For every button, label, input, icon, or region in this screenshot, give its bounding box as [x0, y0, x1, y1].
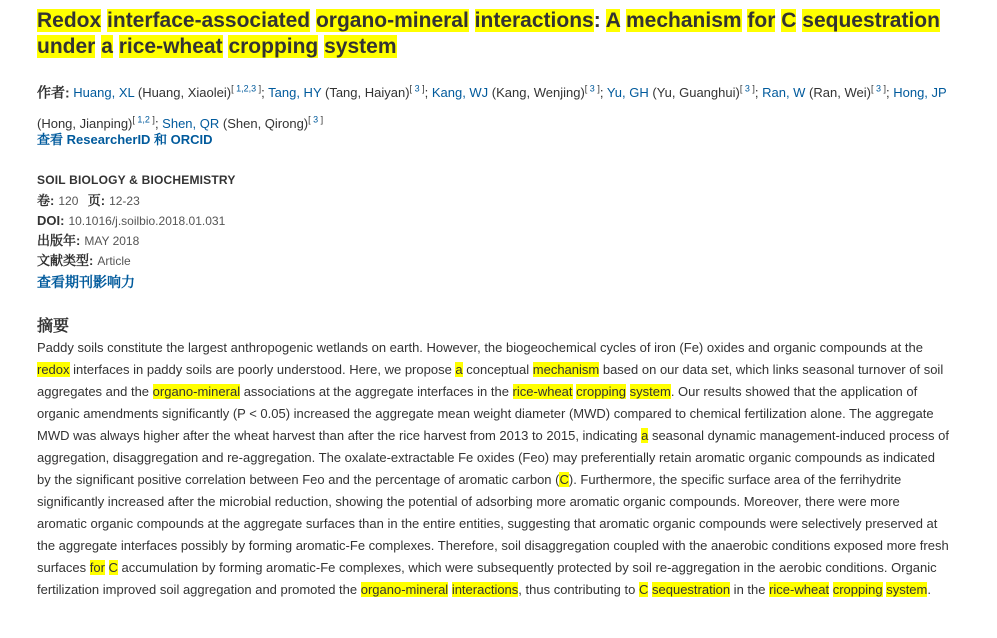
- doctype-row: [37, 253, 131, 269]
- text-run: conceptual: [462, 362, 533, 377]
- abstract-text: [37, 337, 949, 601]
- text-run: based on our data set, which links seasonal turnover of soil aggregates and the: [37, 362, 944, 399]
- doi-value: 10.1016/j.soilbio.2018.01.031: [68, 214, 226, 228]
- highlighted-term: cropping: [228, 35, 319, 58]
- highlighted-term: C: [638, 582, 649, 597]
- author-full-name: (Hong, Jianping): [37, 115, 133, 131]
- text-run: ). Furthermore, the specific surface area of the ferrihydrite significantly increased after the microbial reduction, showing the potential of adsorbing more aromatic organic compounds. Moreover, there were more aromatic organic compounds at the aggregate surfaces than in the entire entities, suggesting that aromatic organic compounds were selectively preserved at the aggregate interfaces possibly by forming aromatic-Fe complexes. Therefore, soil disaggregation coupled with the anaerobic conditions exposed more fresh surfaces: [37, 472, 949, 575]
- highlighted-term: C: [108, 560, 118, 575]
- highlighted-term: cropping: [832, 582, 883, 597]
- highlighted-term: a: [641, 428, 649, 443]
- highlighted-term: sequestration: [652, 582, 731, 597]
- text-run: associations at the aggregate interfaces in the: [240, 384, 513, 399]
- highlighted-term: interactions: [451, 582, 519, 597]
- text-run: in the: [730, 582, 770, 597]
- author-items: [37, 85, 946, 130]
- author-list: [37, 76, 957, 137]
- author-full-name: (Huang, Xiaolei): [134, 85, 232, 101]
- pubdate-label: 出版年:: [37, 233, 81, 248]
- text-run: [105, 560, 109, 575]
- volume-value: 120: [58, 194, 79, 208]
- doctype-label: 文献类型:: [37, 253, 94, 268]
- text-run: interfaces in paddy soils are poorly understood. Here, we propose: [69, 362, 456, 377]
- author-affiliation[interactable]: [ 3 ]: [739, 84, 755, 94]
- doctype-value: Article: [97, 254, 131, 268]
- highlighted-term: rice-wheat: [512, 384, 573, 399]
- highlighted-term: system: [324, 35, 397, 58]
- author-separator: ;: [261, 85, 269, 101]
- journal-name: SOIL BIOLOGY & BIOCHEMISTRY: [37, 173, 236, 187]
- highlighted-term: a: [455, 362, 463, 377]
- author-full-name: (Tang, Haiyan): [321, 85, 410, 101]
- author-full-name: (Shen, Qirong): [219, 115, 309, 131]
- highlighted-term: for: [747, 9, 776, 32]
- journal-impact-link[interactable]: 查看期刊影响力: [37, 274, 135, 290]
- pubdate-value: MAY 2018: [84, 234, 140, 248]
- author-link[interactable]: Yu, GH: [606, 85, 649, 101]
- highlighted-term: for: [89, 560, 105, 575]
- text-run: Paddy soils constitute the largest anthropogenic wetlands on earth. However, the biogeochemical cycles of iron (Fe) oxides and organic compounds at the: [37, 340, 923, 355]
- author-separator: ;: [154, 115, 163, 131]
- highlighted-term: sequestration: [802, 9, 940, 32]
- highlighted-term: redox: [37, 362, 70, 377]
- author-link[interactable]: Ran, W: [762, 85, 806, 101]
- author-affiliation[interactable]: [ 3 ]: [584, 84, 600, 94]
- author-full-name: (Kang, Wenjing): [488, 85, 585, 101]
- author-separator: ;: [754, 85, 763, 101]
- author-link[interactable]: Hong, JP: [893, 85, 947, 101]
- highlighted-term: organo-mineral: [360, 582, 449, 597]
- highlighted-term: A: [605, 9, 621, 32]
- highlighted-term: mechanism: [626, 9, 742, 32]
- author-link[interactable]: Kang, WJ: [431, 85, 489, 101]
- article-title: [37, 8, 952, 60]
- researcher-id-orcid-link[interactable]: 查看 ResearcherID 和 ORCID: [37, 132, 213, 147]
- highlighted-term: organo-mineral: [315, 9, 469, 32]
- author-affiliation[interactable]: [ 3 ]: [308, 114, 324, 125]
- author-separator: ;: [885, 85, 894, 101]
- text-run: accumulation by forming aromatic-Fe complexes, which were subsequently protected by soil re-aggregation in the aerobic conditions. Organic fertilization improved soil aggregation and promoted the: [37, 560, 937, 597]
- text-run: . Our results showed that the application of organic amendments significantly (P < 0.05) increased the aggregate mean weight diameter (MWD) compared to chemical fertilization alone. The aggregate MWD was always higher after the wheat harvest than after the rice harvest from 2013 to 2015, indicating: [37, 384, 934, 443]
- highlighted-term: rice-wheat: [769, 582, 830, 597]
- authors-label: 作者:: [37, 84, 70, 101]
- highlighted-term: C: [559, 472, 569, 487]
- author-affiliation[interactable]: [ 3 ]: [409, 84, 425, 94]
- abstract-heading: 摘要: [37, 318, 70, 335]
- text-run: :: [593, 9, 606, 32]
- highlighted-term: interactions: [474, 9, 594, 32]
- author-link[interactable]: Tang, HY: [268, 85, 322, 101]
- author-separator: ;: [599, 85, 607, 101]
- author-link[interactable]: Huang, XL: [73, 85, 135, 101]
- author-affiliation[interactable]: [ 1,2 ]: [132, 114, 155, 125]
- author-link[interactable]: Shen, QR: [162, 115, 220, 131]
- highlighted-term: organo-mineral: [152, 384, 241, 399]
- doi-label: DOI:: [37, 213, 65, 228]
- highlighted-term: C: [781, 9, 797, 32]
- highlighted-term: cropping: [576, 384, 627, 399]
- text-run: , thus contributing to: [518, 582, 639, 597]
- highlighted-term: a: [101, 35, 113, 58]
- highlighted-term: system: [886, 582, 928, 597]
- pages-value: 12-23: [109, 194, 140, 208]
- author-affiliation[interactable]: [ 1,2,3 ]: [231, 84, 262, 94]
- text-run: [469, 9, 475, 32]
- text-run: [113, 35, 119, 58]
- author-full-name: (Yu, Guanghui): [648, 85, 740, 101]
- highlighted-term: rice-wheat: [118, 35, 223, 58]
- highlighted-term: under: [37, 35, 96, 58]
- author-separator: ;: [424, 85, 432, 101]
- highlighted-term: Redox: [37, 9, 102, 32]
- volume-pages-row: [37, 193, 140, 209]
- pubdate-row: [37, 233, 139, 249]
- text-run: .: [927, 582, 931, 597]
- author-full-name: (Ran, Wei): [805, 85, 871, 101]
- author-affiliation[interactable]: [ 3 ]: [870, 84, 886, 94]
- highlighted-term: interface-associated: [107, 9, 311, 32]
- pages-label: 页:: [87, 193, 106, 208]
- text-run: seasonal dynamic management-induced process of aggregation, disaggregation and re-aggregation. The oxalate-extractable Fe oxides (Feo) may preferentially retain aromatic organic compounds as indicated by the significant positive correlation between Feo and the percentage of aromatic carbon (: [37, 428, 949, 487]
- highlighted-term: system: [629, 384, 671, 399]
- highlighted-term: mechanism: [532, 362, 600, 377]
- volume-label: 卷:: [37, 193, 55, 208]
- doi-row: [37, 213, 225, 229]
